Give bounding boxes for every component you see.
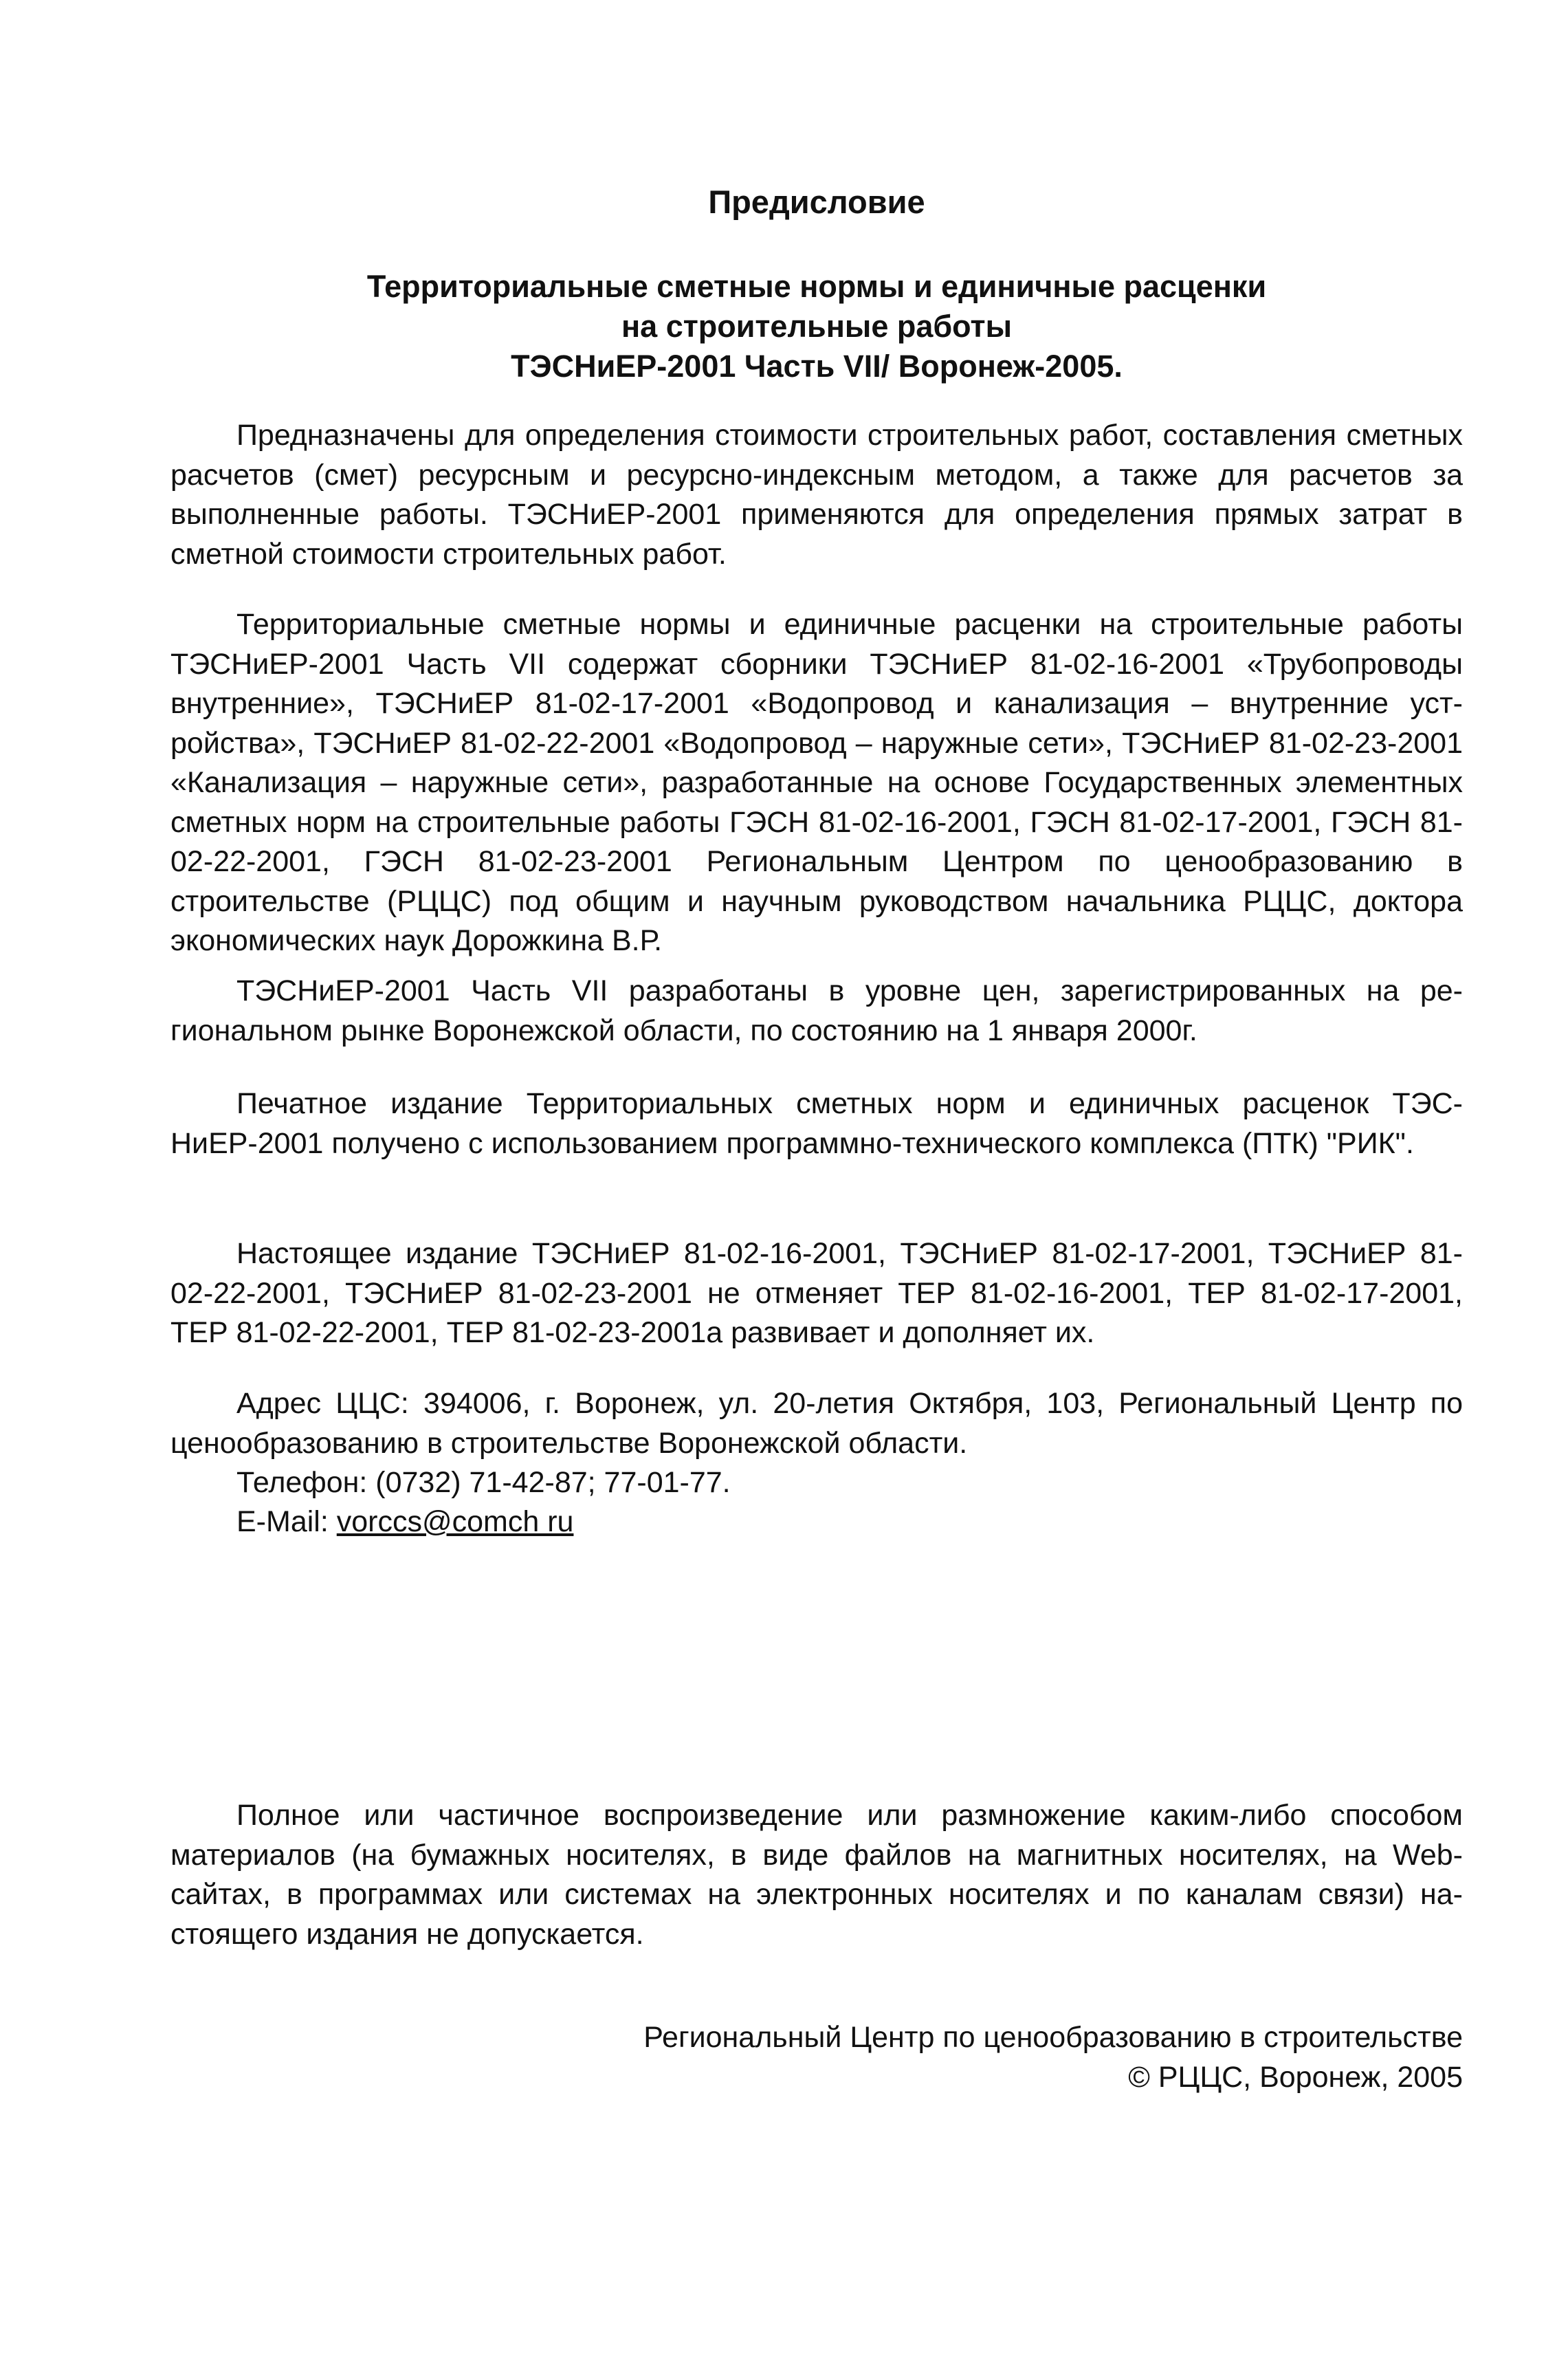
phone-line: Телефон: (0732) 71-42-87; 77-01-77. (236, 1466, 731, 1499)
paragraph-price-level: ТЭСНиЕР-2001 Часть VII разработаны в уровне цен, зарегистрированных на региональном рынке Воронежской области, по состоянию на 1 января 2000г. (170, 974, 1463, 1047)
email-line (170, 1502, 573, 1542)
page-title: Предисловие (708, 184, 925, 220)
paragraph-contents: Территориальные сметные нормы и единичные расценки на строительные работы ТЭСНиЕР-2001 Часть VII содержат сборники ТЭСНиЕР 81-02-16-2001 «Трубопроводы внутренние», ТЭСНиЕР 81-02-17-2001 «Водопровод и канализация – внутренние устройства», ТЭСНиЕР 81-02-22-2001 «Водопровод – наружные сети», ТЭСНиЕР 81-02-23-2001 «Канализация – наружные сети», разработанные на основе Государственных элементных сметных норм на строительные работы ГЭСН 81-02-16-2001, ГЭСН 81-02-17-2001, ГЭСН 81-02-22-2001, ГЭСН 81-02-23-2001 Региональным Центром по ценообразованию в строительстве (РЦЦС) под общим и научным руководством начальника РЦЦС, доктора экономических наук Дорожкина В.Р. (170, 608, 1463, 957)
subtitle-line: на строительные работы (621, 309, 1012, 344)
email-label: E-Mail: (236, 1505, 337, 1538)
paragraph-edition-status: Настоящее издание ТЭСНиЕР 81-02-16-2001, ТЭСНиЕР 81-02-17-2001, ТЭСНиЕР 81-02-22-2001, ТЭСНиЕР 81-02-23-2001 не отменяет ТЕР 81-02-16-2001, ТЕР 81-02-17-2001, ТЕР 81-02-22-2001, ТЕР 81-02-23-2001а развивает и дополняет их. (170, 1237, 1463, 1349)
copyright-notice: Полное или частичное воспроизведение или размножение каким-либо способом материалов (на бумажных носителях, в виде файлов на магнитных носителях, на Web-сайтах, в программах или системах на электронных носителях и по каналам связи) настоящего издания не допускается. (170, 1799, 1463, 1951)
paragraph-purpose: Предназначены для определения стоимости строительных работ, составления сметных расчетов (смет) ресурсным и ресурсно-индексным методом, а также для расчетов за выполненные работы. ТЭСНиЕР-2001 применяются для определения прямых затрат в сметной стоимости строительных работ. (170, 419, 1463, 571)
email-link[interactable]: vorccs@comch ru (336, 1505, 574, 1538)
footer-line: © РЦЦС, Воронеж, 2005 (1128, 2061, 1463, 2094)
footer-line: Региональный Центр по ценообразованию в строительстве (643, 2021, 1463, 2054)
subtitle-line: Территориальные сметные нормы и единичные расценки (366, 269, 1267, 304)
paragraph-address: Адрес ЦЦС: 394006, г. Воронеж, ул. 20-летия Октября, 103, Региональный Центр по ценообразованию в строительстве Воронежской области. (170, 1387, 1463, 1460)
subtitle-line: ТЭСНиЕР-2001 Часть VII/ Воронеж-2005. (511, 349, 1123, 384)
footer-signature (643, 2017, 1463, 2097)
document-subtitle (170, 267, 1463, 386)
paragraph-print-edition: Печатное издание Территориальных сметных норм и единичных расценок ТЭСНиЕР-2001 получено с использованием программно-технического комплекса (ПТК) "РИК". (170, 1087, 1463, 1160)
